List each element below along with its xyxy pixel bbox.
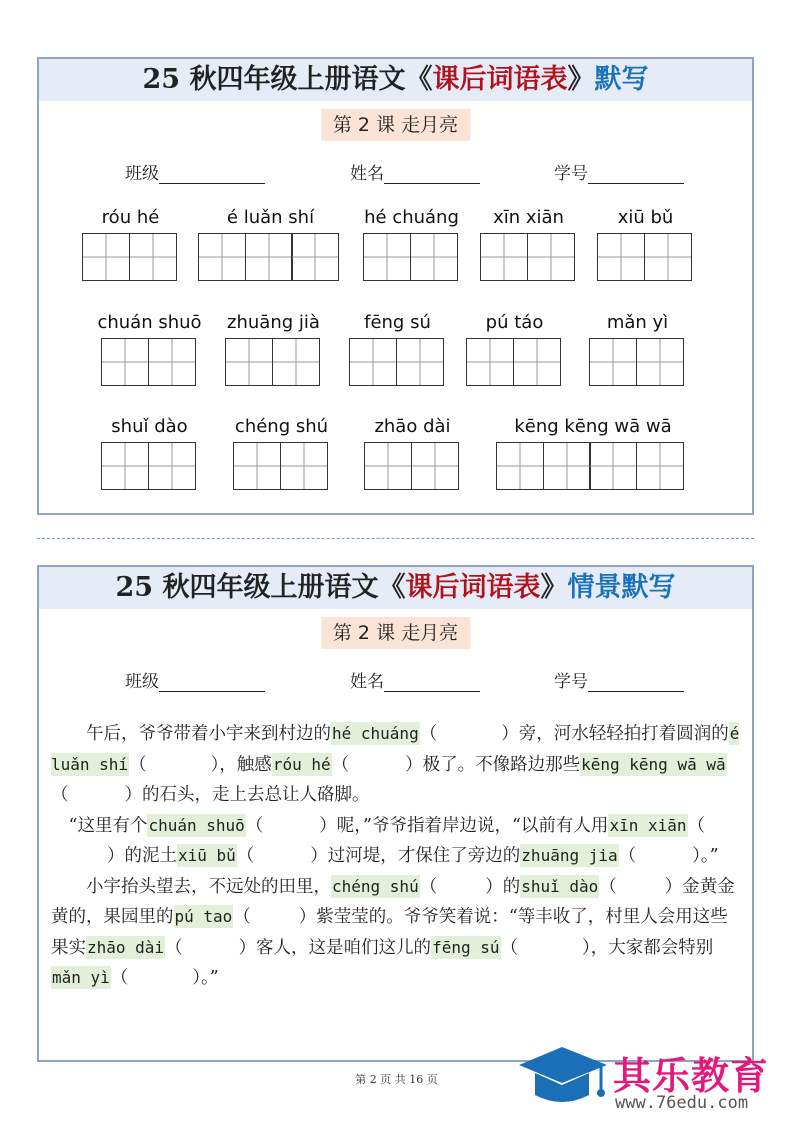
char-box[interactable] — [513, 338, 561, 386]
pinyin: kēng kēng wā wā — [514, 416, 672, 437]
char-box[interactable] — [245, 233, 293, 281]
char-boxes[interactable] — [364, 442, 457, 490]
title-type: 情景默写 — [567, 572, 676, 603]
char-boxes[interactable] — [496, 442, 682, 490]
char-box[interactable] — [363, 233, 411, 281]
pinyin-prompt: xīn xiān — [609, 815, 687, 835]
char-boxes[interactable] — [101, 338, 194, 386]
char-box[interactable] — [466, 338, 514, 386]
char-boxes[interactable] — [466, 338, 559, 386]
char-box[interactable] — [527, 233, 575, 281]
brand-name: 其乐教育 — [613, 1054, 770, 1098]
title-highlight: 课后词语表 — [405, 572, 541, 603]
student-info — [39, 159, 752, 185]
student-info — [39, 667, 752, 693]
char-box[interactable] — [233, 442, 281, 490]
name-field[interactable]: 姓名 — [350, 159, 480, 184]
char-box[interactable] — [349, 338, 397, 386]
pinyin: mǎn yì — [606, 312, 669, 333]
pinyin-prompt: róu hé — [272, 754, 331, 774]
title-prefix: 25 秋四年级上册语文《 — [142, 64, 433, 95]
char-box[interactable] — [148, 338, 196, 386]
lesson-label: 第 2 课 走月亮 — [321, 109, 470, 141]
pinyin: hé chuáng — [364, 207, 459, 228]
char-boxes[interactable] — [597, 233, 690, 281]
char-box[interactable] — [82, 233, 130, 281]
context-dictation-card — [37, 565, 754, 1062]
char-boxes[interactable] — [233, 442, 326, 490]
pinyin-prompt: chuán shuō — [148, 815, 245, 835]
char-box[interactable] — [198, 233, 246, 281]
char-boxes[interactable] — [101, 442, 194, 490]
title-suffix: 》 — [540, 572, 568, 603]
name-field[interactable]: 姓名 — [350, 667, 480, 692]
char-box[interactable] — [589, 338, 637, 386]
class-field[interactable]: 班级 — [125, 159, 265, 184]
pinyin: xīn xiān — [493, 207, 564, 228]
paragraph-1: 午后，爷爷带着小宇来到村边的hé chuáng（ ）旁，河水轻轻拍打着圆润的é luǎn shí（ ），触感róu hé（ ）极了。不像路边那些kēng kēng wā wā（ ）的石头，走上去总让人硌脚。 — [51, 724, 740, 805]
char-box[interactable] — [272, 338, 320, 386]
pinyin-prompt: fēng sú — [432, 937, 500, 957]
class-field[interactable]: 班级 — [125, 667, 265, 692]
char-box[interactable] — [636, 442, 684, 490]
char-box[interactable] — [396, 338, 444, 386]
char-box[interactable] — [148, 442, 196, 490]
pinyin-prompt: xiū bǔ — [178, 846, 236, 865]
char-box[interactable] — [291, 233, 339, 281]
lesson-label: 第 2 课 走月亮 — [321, 617, 470, 649]
char-box[interactable] — [411, 442, 459, 490]
pinyin: xiū bǔ — [617, 207, 674, 228]
pinyin: fēng sú — [364, 312, 431, 333]
char-box[interactable] — [410, 233, 458, 281]
pinyin: zhuāng jià — [227, 312, 320, 333]
title-highlight: 课后词语表 — [432, 64, 568, 95]
pinyin-prompt: zhāo dài — [87, 937, 165, 957]
pinyin: chuán shuō — [97, 312, 202, 333]
pinyin-prompt: mǎn yì — [52, 968, 110, 987]
char-box[interactable] — [280, 442, 328, 490]
paragraph-2: “这里有个chuán shuō（ ）呢，”爷爷指着岸边说，“以前有人用xīn xiān（）的泥土xiū bǔ（ ）过河堤，才保住了旁边的zhuāng jia（ ）。” — [68, 815, 719, 866]
char-boxes[interactable] — [480, 233, 573, 281]
char-box[interactable] — [636, 338, 684, 386]
pinyin-prompt: shuǐ dào — [521, 876, 599, 896]
brand-url[interactable]: www.76edu.com — [615, 1093, 749, 1113]
char-box[interactable] — [101, 442, 149, 490]
pinyin-prompt: hé chuáng — [332, 724, 419, 743]
char-box[interactable] — [597, 233, 645, 281]
char-box[interactable] — [480, 233, 528, 281]
graduation-cap-icon — [515, 1043, 610, 1115]
char-boxes[interactable] — [349, 338, 442, 386]
card-title — [39, 567, 752, 609]
pinyin-prompt: kēng kēng wā wā — [581, 754, 726, 774]
char-boxes[interactable] — [363, 233, 456, 281]
char-boxes[interactable] — [82, 233, 175, 281]
char-box[interactable] — [589, 442, 637, 490]
char-box[interactable] — [101, 338, 149, 386]
char-box[interactable] — [644, 233, 692, 281]
char-boxes[interactable] — [589, 338, 682, 386]
title-type: 默写 — [594, 64, 649, 95]
brand-logo — [515, 1043, 790, 1115]
dashed-divider — [37, 538, 754, 539]
char-box[interactable] — [129, 233, 177, 281]
char-box[interactable] — [225, 338, 273, 386]
pinyin: zhāo dài — [374, 416, 451, 437]
id-field[interactable]: 学号 — [554, 667, 684, 692]
pinyin: shuǐ dào — [111, 416, 188, 437]
id-field[interactable]: 学号 — [554, 159, 684, 184]
pinyin: é luǎn shí — [226, 207, 315, 228]
pinyin: róu hé — [101, 207, 160, 228]
char-boxes[interactable] — [198, 233, 338, 281]
passage — [51, 719, 741, 994]
pinyin-prompt: pú tao — [174, 907, 233, 926]
title-prefix: 25 秋四年级上册语文《 — [115, 572, 406, 603]
dictation-card — [37, 57, 754, 515]
card-title — [39, 59, 752, 101]
char-box[interactable] — [543, 442, 591, 490]
title-suffix: 》 — [567, 64, 595, 95]
char-box[interactable] — [364, 442, 412, 490]
char-boxes[interactable] — [225, 338, 318, 386]
char-box[interactable] — [496, 442, 544, 490]
pinyin-prompt: é luǎn shí — [51, 724, 740, 774]
pinyin: pú táo — [485, 312, 544, 333]
pinyin-prompt: chéng shú — [332, 876, 419, 896]
pinyin: chéng shú — [234, 416, 329, 437]
paragraph-3: 小宇抬头望去，不远处的田里，chéng shú（ ）的shuǐ dào（ ）金黄金黄的，果园里的pú tao（ ）紫莹莹的。爷爷笑着说：“等丰收了，村里人会用这些果实zhāo dài（ ）客人，这是咱们这儿的fēng sú（ ），大家都会特别mǎn yì（ ）。” — [51, 876, 735, 988]
pinyin-prompt: zhuāng jia — [521, 846, 618, 865]
page-footer: 第 2 页 共 16 页 — [355, 1073, 438, 1086]
